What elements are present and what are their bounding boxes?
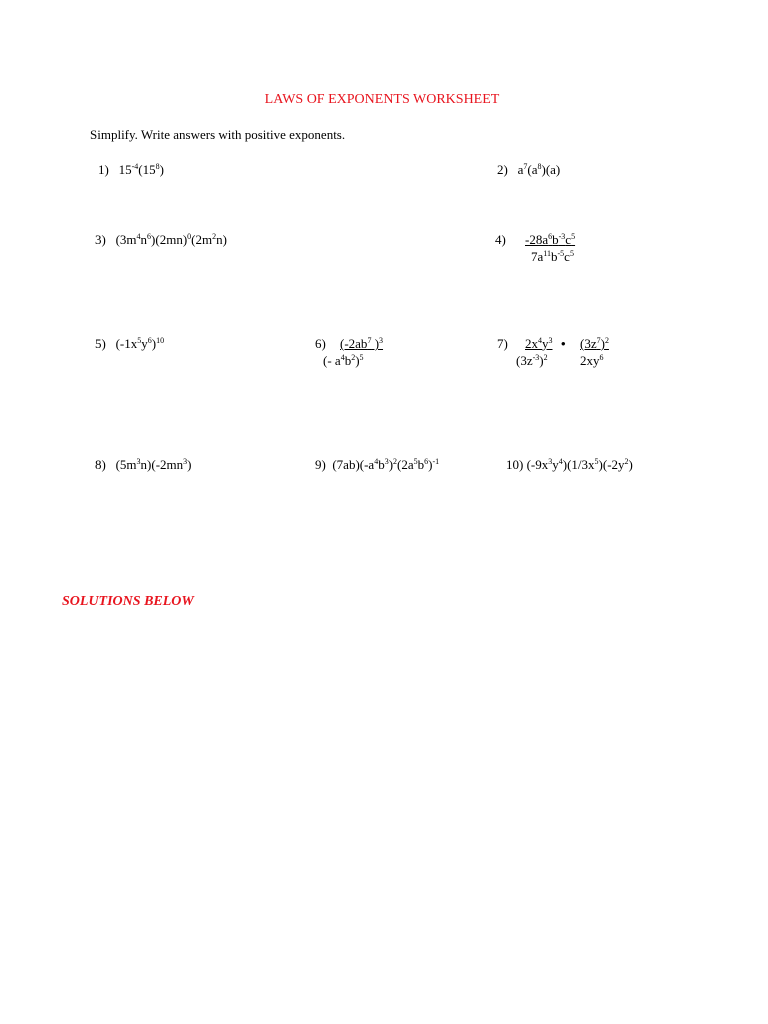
problem-7-fraction-1-denominator: $(3z^{-3})^2$: [516, 353, 548, 368]
solutions-below-label: SOLUTIONS BELOW: [62, 594, 194, 609]
problem-4-number: 4): [495, 232, 506, 247]
problem-7-fraction-2-numerator: $(3z^7)^2$: [580, 336, 609, 351]
problem-8: 8) $(5m^3n)(-2mn^3)$: [95, 457, 192, 472]
instructions: Simplify. Write answers with positive exponents.: [90, 127, 346, 142]
problem-2: 2) $a^7(a^8)(a)$: [497, 162, 561, 177]
worksheet-title: LAWS OF EXPONENTS WORKSHEET: [264, 92, 500, 107]
problem-5: 5) $(-1x^5y^6)^{10}$: [95, 336, 165, 351]
problem-7-fraction-1-numerator: $2x^4y^3$: [525, 336, 553, 351]
problem-7-number: 7): [497, 336, 508, 351]
problem-6-number: 6): [315, 336, 326, 351]
problem-7-fraction-2-denominator: $2xy^6$: [580, 353, 604, 368]
problem-10: 10) $(-9x^3y^4)(1/3x^5)(-2y^2)$: [506, 457, 633, 472]
problem-3: 3) $(3m^4n^6)(2mn)^0(2m^2n)$: [95, 232, 227, 247]
problem-1: 1) $15^{-4}(15^8)$: [98, 162, 164, 177]
problem-4-numerator: $-28a^6b^{-3}c^5$: [525, 232, 576, 247]
problem-4-denominator: $7a^{11}b^{-5}c^5$: [531, 249, 574, 264]
problem-9: 9) $(7ab)(-a^4b^3)^2(2a^5b^6)^{-1}$: [315, 457, 440, 472]
problem-6-denominator: (- $a^4b^2)^5$: [323, 353, 364, 368]
problem-6-numerator: ($-2ab^7$ )$^3$: [340, 336, 384, 351]
multiplication-dot: •: [561, 336, 566, 351]
